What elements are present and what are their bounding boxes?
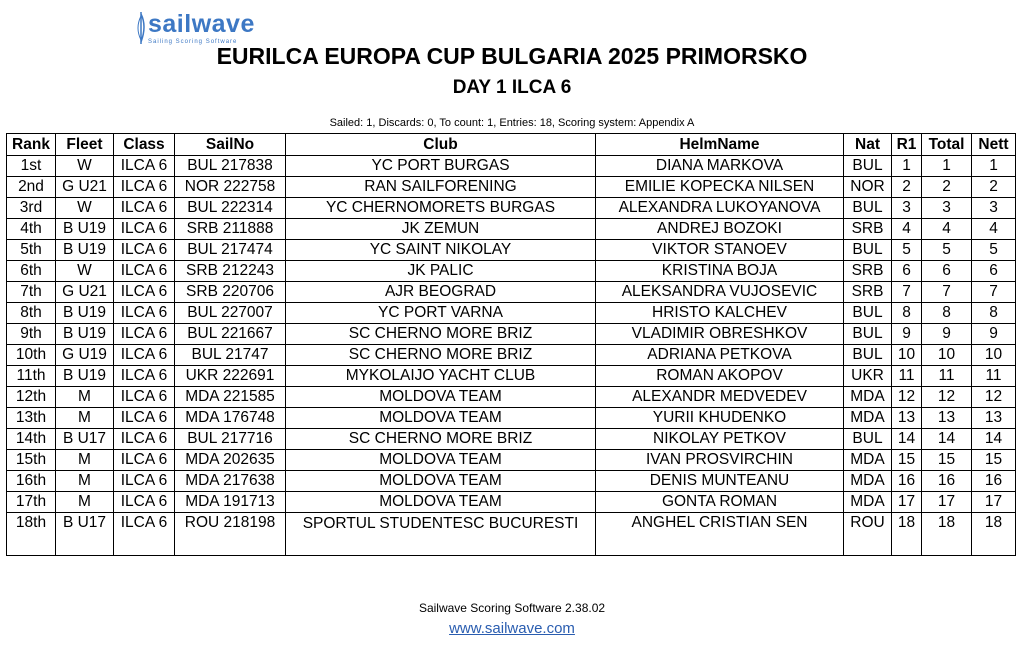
cell-helmname: ADRIANA PETKOVA <box>596 345 844 366</box>
column-header-nett: Nett <box>972 134 1016 156</box>
cell-class: ILCA 6 <box>114 492 175 513</box>
cell-club: MYKOLAIJO YACHT CLUB <box>286 366 596 387</box>
table-row <box>7 387 1016 408</box>
cell-rank: 8th <box>7 303 56 324</box>
results-table <box>6 133 1016 556</box>
cell-rank: 14th <box>7 429 56 450</box>
cell-rank: 12th <box>7 387 56 408</box>
cell-nett: 6 <box>972 261 1016 282</box>
cell-class: ILCA 6 <box>114 219 175 240</box>
cell-r1: 14 <box>892 429 922 450</box>
cell-club: JK PALIC <box>286 261 596 282</box>
cell-class: ILCA 6 <box>114 198 175 219</box>
cell-club: SC CHERNO MORE BRIZ <box>286 345 596 366</box>
cell-class: ILCA 6 <box>114 366 175 387</box>
table-row <box>7 471 1016 492</box>
cell-nett: 12 <box>972 387 1016 408</box>
cell-sailno: MDA 202635 <box>175 450 286 471</box>
cell-nett: 17 <box>972 492 1016 513</box>
cell-sailno: BUL 222314 <box>175 198 286 219</box>
cell-r1: 18 <box>892 513 922 556</box>
table-row <box>7 198 1016 219</box>
cell-nett: 8 <box>972 303 1016 324</box>
cell-class: ILCA 6 <box>114 156 175 177</box>
cell-class: ILCA 6 <box>114 240 175 261</box>
cell-rank: 11th <box>7 366 56 387</box>
cell-helmname: VLADIMIR OBRESHKOV <box>596 324 844 345</box>
cell-fleet: M <box>56 387 114 408</box>
cell-sailno: SRB 211888 <box>175 219 286 240</box>
cell-club: SPORTUL STUDENTESC BUCURESTI <box>286 513 596 556</box>
cell-nett: 3 <box>972 198 1016 219</box>
table-row <box>7 324 1016 345</box>
cell-sailno: BUL 217474 <box>175 240 286 261</box>
cell-nat: BUL <box>844 324 892 345</box>
cell-club: MOLDOVA TEAM <box>286 450 596 471</box>
page-subtitle: DAY 1 ILCA 6 <box>452 77 572 98</box>
table-row <box>7 492 1016 513</box>
cell-sailno: MDA 221585 <box>175 387 286 408</box>
cell-class: ILCA 6 <box>114 177 175 198</box>
cell-fleet: G U21 <box>56 282 114 303</box>
cell-helmname: VIKTOR STANOEV <box>596 240 844 261</box>
cell-r1: 15 <box>892 450 922 471</box>
column-header-helmname: HelmName <box>596 134 844 156</box>
cell-nat: NOR <box>844 177 892 198</box>
cell-class: ILCA 6 <box>114 429 175 450</box>
cell-helmname: NIKOLAY PETKOV <box>596 429 844 450</box>
cell-club: AJR BEOGRAD <box>286 282 596 303</box>
cell-class: ILCA 6 <box>114 303 175 324</box>
cell-helmname: ALEKSANDRA VUJOSEVIC <box>596 282 844 303</box>
cell-class: ILCA 6 <box>114 450 175 471</box>
table-row <box>7 513 1016 556</box>
cell-rank: 18th <box>7 513 56 556</box>
column-header-total: Total <box>922 134 972 156</box>
table-row <box>7 240 1016 261</box>
cell-total: 10 <box>922 345 972 366</box>
cell-helmname: ANGHEL CRISTIAN SEN <box>596 513 844 556</box>
cell-total: 8 <box>922 303 972 324</box>
table-row <box>7 282 1016 303</box>
cell-rank: 10th <box>7 345 56 366</box>
column-header-rank: Rank <box>7 134 56 156</box>
cell-nat: BUL <box>844 198 892 219</box>
cell-nat: MDA <box>844 450 892 471</box>
cell-r1: 2 <box>892 177 922 198</box>
cell-r1: 3 <box>892 198 922 219</box>
cell-sailno: MDA 217638 <box>175 471 286 492</box>
table-header-row <box>7 134 1016 156</box>
cell-sailno: BUL 21747 <box>175 345 286 366</box>
cell-total: 2 <box>922 177 972 198</box>
cell-nett: 5 <box>972 240 1016 261</box>
column-header-r1: R1 <box>892 134 922 156</box>
cell-total: 6 <box>922 261 972 282</box>
cell-sailno: BUL 217716 <box>175 429 286 450</box>
cell-fleet: M <box>56 492 114 513</box>
cell-r1: 8 <box>892 303 922 324</box>
cell-sailno: BUL 221667 <box>175 324 286 345</box>
cell-total: 7 <box>922 282 972 303</box>
cell-helmname: DIANA MARKOVA <box>596 156 844 177</box>
cell-fleet: M <box>56 450 114 471</box>
cell-helmname: EMILIE KOPECKA NILSEN <box>596 177 844 198</box>
cell-nat: BUL <box>844 345 892 366</box>
page-title: EURILCA EUROPA CUP BULGARIA 2025 PRIMORSKO <box>216 43 808 69</box>
software-credit: Sailwave Scoring Software 2.38.02 <box>418 601 606 615</box>
logo-wordmark: sailwave <box>148 10 255 38</box>
column-header-class: Class <box>114 134 175 156</box>
cell-nat: MDA <box>844 408 892 429</box>
cell-nett: 10 <box>972 345 1016 366</box>
cell-helmname: ALEXANDR MEDVEDEV <box>596 387 844 408</box>
cell-nett: 1 <box>972 156 1016 177</box>
cell-fleet: B U17 <box>56 429 114 450</box>
cell-fleet: B U17 <box>56 513 114 556</box>
cell-helmname: ROMAN AKOPOV <box>596 366 844 387</box>
cell-r1: 5 <box>892 240 922 261</box>
column-header-club: Club <box>286 134 596 156</box>
cell-club: MOLDOVA TEAM <box>286 471 596 492</box>
cell-nett: 18 <box>972 513 1016 556</box>
cell-r1: 17 <box>892 492 922 513</box>
cell-r1: 13 <box>892 408 922 429</box>
table-row <box>7 303 1016 324</box>
cell-helmname: IVAN PROSVIRCHIN <box>596 450 844 471</box>
table-row <box>7 429 1016 450</box>
cell-helmname: ANDREJ BOZOKI <box>596 219 844 240</box>
cell-rank: 6th <box>7 261 56 282</box>
cell-helmname: YURII KHUDENKO <box>596 408 844 429</box>
cell-r1: 4 <box>892 219 922 240</box>
cell-fleet: W <box>56 261 114 282</box>
cell-class: ILCA 6 <box>114 513 175 556</box>
cell-club: MOLDOVA TEAM <box>286 387 596 408</box>
cell-nat: ROU <box>844 513 892 556</box>
cell-total: 16 <box>922 471 972 492</box>
cell-r1: 10 <box>892 345 922 366</box>
cell-total: 13 <box>922 408 972 429</box>
cell-sailno: SRB 212243 <box>175 261 286 282</box>
cell-total: 5 <box>922 240 972 261</box>
cell-nett: 11 <box>972 366 1016 387</box>
cell-class: ILCA 6 <box>114 387 175 408</box>
cell-helmname: GONTA ROMAN <box>596 492 844 513</box>
cell-sailno: ROU 218198 <box>175 513 286 556</box>
cell-class: ILCA 6 <box>114 345 175 366</box>
cell-rank: 9th <box>7 324 56 345</box>
cell-total: 1 <box>922 156 972 177</box>
cell-club: RAN SAILFORENING <box>286 177 596 198</box>
cell-club: SC CHERNO MORE BRIZ <box>286 429 596 450</box>
cell-class: ILCA 6 <box>114 261 175 282</box>
cell-class: ILCA 6 <box>114 324 175 345</box>
cell-club: YC PORT VARNA <box>286 303 596 324</box>
table-row <box>7 450 1016 471</box>
cell-total: 4 <box>922 219 972 240</box>
cell-total: 9 <box>922 324 972 345</box>
cell-club: JK ZEMUN <box>286 219 596 240</box>
cell-rank: 2nd <box>7 177 56 198</box>
cell-nat: SRB <box>844 282 892 303</box>
cell-fleet: W <box>56 198 114 219</box>
table-body <box>7 156 1016 556</box>
cell-fleet: B U19 <box>56 303 114 324</box>
cell-class: ILCA 6 <box>114 282 175 303</box>
cell-club: MOLDOVA TEAM <box>286 492 596 513</box>
cell-nat: MDA <box>844 387 892 408</box>
cell-nat: UKR <box>844 366 892 387</box>
cell-helmname: DENIS MUNTEANU <box>596 471 844 492</box>
cell-sailno: BUL 227007 <box>175 303 286 324</box>
cell-r1: 12 <box>892 387 922 408</box>
cell-fleet: B U19 <box>56 324 114 345</box>
cell-total: 12 <box>922 387 972 408</box>
cell-rank: 7th <box>7 282 56 303</box>
cell-nat: SRB <box>844 261 892 282</box>
table-row <box>7 345 1016 366</box>
cell-nett: 15 <box>972 450 1016 471</box>
cell-nett: 7 <box>972 282 1016 303</box>
cell-fleet: G U21 <box>56 177 114 198</box>
cell-class: ILCA 6 <box>114 471 175 492</box>
cell-total: 18 <box>922 513 972 556</box>
cell-total: 14 <box>922 429 972 450</box>
column-header-fleet: Fleet <box>56 134 114 156</box>
cell-nat: BUL <box>844 156 892 177</box>
cell-sailno: MDA 176748 <box>175 408 286 429</box>
cell-nat: SRB <box>844 219 892 240</box>
cell-nett: 4 <box>972 219 1016 240</box>
cell-rank: 17th <box>7 492 56 513</box>
cell-sailno: BUL 217838 <box>175 156 286 177</box>
cell-rank: 13th <box>7 408 56 429</box>
cell-fleet: M <box>56 471 114 492</box>
cell-rank: 3rd <box>7 198 56 219</box>
cell-club: YC SAINT NIKOLAY <box>286 240 596 261</box>
cell-helmname: ALEXANDRA LUKOYANOVA <box>596 198 844 219</box>
cell-sailno: NOR 222758 <box>175 177 286 198</box>
cell-nett: 14 <box>972 429 1016 450</box>
cell-nat: MDA <box>844 492 892 513</box>
cell-rank: 5th <box>7 240 56 261</box>
cell-r1: 6 <box>892 261 922 282</box>
cell-fleet: B U19 <box>56 240 114 261</box>
cell-fleet: M <box>56 408 114 429</box>
cell-class: ILCA 6 <box>114 408 175 429</box>
cell-fleet: G U19 <box>56 345 114 366</box>
cell-sailno: UKR 222691 <box>175 366 286 387</box>
cell-club: YC CHERNOMORETS BURGAS <box>286 198 596 219</box>
table-row <box>7 261 1016 282</box>
cell-nett: 13 <box>972 408 1016 429</box>
cell-total: 3 <box>922 198 972 219</box>
cell-r1: 11 <box>892 366 922 387</box>
table-row <box>7 177 1016 198</box>
cell-total: 17 <box>922 492 972 513</box>
cell-r1: 16 <box>892 471 922 492</box>
column-header-nat: Nat <box>844 134 892 156</box>
sail-icon <box>134 12 148 46</box>
cell-r1: 9 <box>892 324 922 345</box>
cell-r1: 7 <box>892 282 922 303</box>
cell-nat: BUL <box>844 240 892 261</box>
series-summary: Sailed: 1, Discards: 0, To count: 1, Entries: 18, Scoring system: Appendix A <box>329 117 695 129</box>
cell-nett: 16 <box>972 471 1016 492</box>
cell-total: 15 <box>922 450 972 471</box>
cell-sailno: SRB 220706 <box>175 282 286 303</box>
cell-club: SC CHERNO MORE BRIZ <box>286 324 596 345</box>
cell-club: MOLDOVA TEAM <box>286 408 596 429</box>
cell-nat: MDA <box>844 471 892 492</box>
logo-tagline: Sailing Scoring Software <box>148 39 238 45</box>
cell-rank: 16th <box>7 471 56 492</box>
cell-nett: 2 <box>972 177 1016 198</box>
cell-sailno: MDA 191713 <box>175 492 286 513</box>
table-row <box>7 366 1016 387</box>
table-row <box>7 219 1016 240</box>
cell-rank: 4th <box>7 219 56 240</box>
cell-nat: BUL <box>844 303 892 324</box>
cell-rank: 1st <box>7 156 56 177</box>
table-row <box>7 156 1016 177</box>
cell-fleet: W <box>56 156 114 177</box>
website-link[interactable]: www.sailwave.com <box>449 620 575 637</box>
cell-fleet: B U19 <box>56 219 114 240</box>
cell-fleet: B U19 <box>56 366 114 387</box>
cell-nat: BUL <box>844 429 892 450</box>
cell-total: 11 <box>922 366 972 387</box>
column-header-sailno: SailNo <box>175 134 286 156</box>
cell-helmname: HRISTO KALCHEV <box>596 303 844 324</box>
cell-rank: 15th <box>7 450 56 471</box>
cell-club: YC PORT BURGAS <box>286 156 596 177</box>
cell-helmname: KRISTINA BOJA <box>596 261 844 282</box>
cell-r1: 1 <box>892 156 922 177</box>
table-row <box>7 408 1016 429</box>
cell-nett: 9 <box>972 324 1016 345</box>
